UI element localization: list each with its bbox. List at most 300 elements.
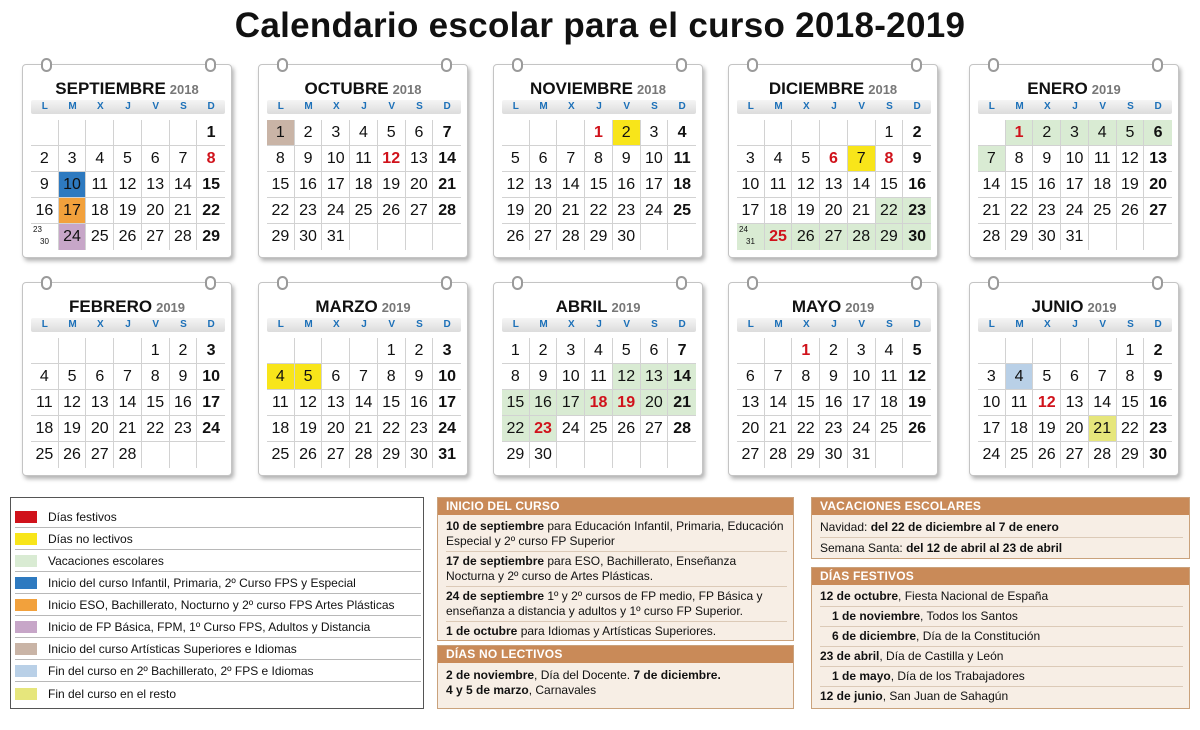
- festivo-text: , Fiesta Nacional de España: [898, 589, 1049, 603]
- day-cell: 31: [322, 224, 350, 250]
- day-cell: 12: [378, 146, 406, 172]
- binder-ring: [676, 276, 687, 290]
- empty-cell: [668, 442, 696, 468]
- weekday-label: J: [1072, 319, 1078, 330]
- empty-cell: [876, 442, 904, 468]
- legend-label: Inicio de FP Básica, FPM, 1º Curso FPS, Adultos y Distancia: [48, 620, 371, 634]
- day-cell: 30: [820, 442, 848, 468]
- day-cell: 19: [613, 390, 641, 416]
- page-title: Calendario escolar para el curso 2018-2019: [234, 6, 966, 45]
- day-cell: 21: [668, 390, 696, 416]
- weekday-label: L: [747, 319, 754, 330]
- festivo-text: , Día de Castilla y León: [879, 649, 1004, 663]
- empty-cell: [765, 120, 793, 146]
- day-cell: 17: [557, 390, 585, 416]
- day-cell: 2: [406, 338, 434, 364]
- binder-ring: [41, 276, 52, 290]
- weekday-label: V: [623, 319, 631, 330]
- day-cell: 18: [350, 172, 378, 198]
- month-title: [970, 79, 1178, 99]
- festivo-text: , Día de los Trabajadores: [890, 669, 1025, 683]
- empty-cell: [295, 338, 323, 364]
- binder-ring: [911, 276, 922, 290]
- month-noviembre: [493, 64, 703, 258]
- day-cell: 13: [641, 364, 669, 390]
- month-name: JUNIO: [1031, 297, 1084, 316]
- festivo-date: 1 de noviembre: [832, 609, 921, 623]
- weekday-label: X: [567, 319, 575, 330]
- legend-item: [15, 683, 421, 704]
- day-cell: 14: [350, 390, 378, 416]
- day-cell: 23: [406, 416, 434, 442]
- weekday-header: [31, 318, 225, 332]
- day-grid: [978, 120, 1172, 250]
- day-cell: 11: [31, 390, 59, 416]
- weekday-label: M: [774, 319, 783, 330]
- day-cell: 10: [1061, 146, 1089, 172]
- legend-label: Inicio ESO, Bachillerato, Nocturno y 2º curso FPS Artes Plásticas: [48, 598, 395, 612]
- day-cell: 18: [86, 198, 114, 224]
- empty-cell: [59, 338, 87, 364]
- weekday-label: X: [332, 101, 340, 112]
- day-cell: 1: [142, 338, 170, 364]
- legend-swatch: [15, 688, 37, 700]
- day-cell: 1: [197, 120, 225, 146]
- day-cell: 8: [585, 146, 613, 172]
- day-cell: 20: [1144, 172, 1172, 198]
- weekday-label: S: [651, 319, 658, 330]
- festivo-item: [820, 607, 1183, 627]
- month-year: 2019: [845, 300, 875, 315]
- empty-cell: [668, 224, 696, 250]
- binder-ring: [747, 276, 758, 290]
- day-cell: 22: [792, 416, 820, 442]
- empty-cell: [142, 120, 170, 146]
- split-day-cell: 23 30: [31, 224, 59, 250]
- weekday-label: J: [361, 101, 367, 112]
- day-cell: 12: [59, 390, 87, 416]
- month-name: ABRIL: [555, 297, 608, 316]
- day-cell: 25: [267, 442, 295, 468]
- day-cell: 3: [1061, 120, 1089, 146]
- weekday-label: V: [152, 101, 160, 112]
- month-title: [494, 297, 702, 317]
- weekday-label: J: [1072, 101, 1078, 112]
- day-cell: 26: [613, 416, 641, 442]
- day-cell: 27: [86, 442, 114, 468]
- empty-cell: [737, 338, 765, 364]
- legend-item: [15, 639, 421, 660]
- day-cell: 17: [322, 172, 350, 198]
- festivo-item: [820, 587, 1183, 607]
- day-grid: [502, 338, 696, 468]
- day-cell: 27: [1061, 442, 1089, 468]
- day-cell: 21: [433, 172, 461, 198]
- legend-label: Días no lectivos: [48, 532, 133, 546]
- day-cell: 14: [668, 364, 696, 390]
- day-cell: 28: [1089, 442, 1117, 468]
- weekday-label: L: [988, 319, 995, 330]
- day-cell: 18: [267, 416, 295, 442]
- festivo-date: 23 de abril: [820, 649, 880, 663]
- day-cell: 12: [295, 390, 323, 416]
- day-cell: 20: [406, 172, 434, 198]
- empty-cell: [641, 442, 669, 468]
- day-cell: 30: [613, 224, 641, 250]
- legend-item: [15, 507, 421, 528]
- binder-ring: [277, 58, 288, 72]
- weekday-label: V: [388, 101, 396, 112]
- day-cell: 7: [848, 146, 876, 172]
- empty-cell: [267, 338, 295, 364]
- inicio-curso-panel: [437, 497, 794, 641]
- weekday-label: J: [361, 319, 367, 330]
- day-cell: 24: [322, 198, 350, 224]
- day-cell: 8: [142, 364, 170, 390]
- day-cell: 11: [585, 364, 613, 390]
- weekday-label: V: [623, 101, 631, 112]
- weekday-label: L: [277, 101, 284, 112]
- day-cell: 10: [737, 172, 765, 198]
- weekday-label: J: [596, 319, 602, 330]
- day-cell: 26: [114, 224, 142, 250]
- day-cell: 1: [1117, 338, 1145, 364]
- weekday-label: S: [651, 101, 658, 112]
- day-cell: 27: [530, 224, 558, 250]
- weekday-label: L: [512, 319, 519, 330]
- day-cell: 12: [1033, 390, 1061, 416]
- festivo-text: , San Juan de Sahagún: [882, 689, 1009, 703]
- day-cell: 6: [406, 120, 434, 146]
- festivo-text: , Todos los Santos: [920, 609, 1018, 623]
- legend-swatch: [15, 665, 37, 677]
- weekday-label: X: [802, 319, 810, 330]
- day-cell: 19: [1033, 416, 1061, 442]
- legend-item: [15, 573, 421, 594]
- day-cell: 10: [322, 146, 350, 172]
- day-cell: 12: [502, 172, 530, 198]
- vacaciones-item: [820, 538, 1183, 558]
- day-cell: 15: [876, 172, 904, 198]
- day-cell: 22: [585, 198, 613, 224]
- empty-cell: [557, 120, 585, 146]
- day-cell: 4: [765, 146, 793, 172]
- month-year: 2019: [611, 300, 641, 315]
- day-cell: 25: [1089, 198, 1117, 224]
- day-cell: 11: [668, 146, 696, 172]
- day-cell: 16: [613, 172, 641, 198]
- inicio-date: 10 de septiembre: [446, 519, 545, 533]
- day-cell: 18: [668, 172, 696, 198]
- weekday-label: S: [886, 319, 893, 330]
- day-cell: 19: [502, 198, 530, 224]
- day-cell: 19: [903, 390, 931, 416]
- day-cell: 14: [170, 172, 198, 198]
- day-cell: 26: [378, 198, 406, 224]
- day-cell: 27: [737, 442, 765, 468]
- binder-ring: [441, 276, 452, 290]
- weekday-label: D: [913, 319, 921, 330]
- day-cell: 21: [114, 416, 142, 442]
- empty-cell: [114, 338, 142, 364]
- day-cell: 3: [737, 146, 765, 172]
- day-cell: 18: [876, 390, 904, 416]
- day-cell: 5: [1033, 364, 1061, 390]
- empty-cell: [142, 442, 170, 468]
- day-cell: 8: [1117, 364, 1145, 390]
- day-cell: 17: [197, 390, 225, 416]
- day-cell: 8: [197, 146, 225, 172]
- empty-cell: [848, 120, 876, 146]
- day-cell: 27: [1144, 198, 1172, 224]
- day-grid: [31, 338, 225, 468]
- weekday-label: M: [68, 319, 77, 330]
- day-cell: 4: [350, 120, 378, 146]
- day-cell: 12: [114, 172, 142, 198]
- day-cell: 27: [142, 224, 170, 250]
- day-cell: 5: [792, 146, 820, 172]
- day-cell: 20: [737, 416, 765, 442]
- day-cell: 6: [86, 364, 114, 390]
- day-cell: 30: [530, 442, 558, 468]
- empty-cell: [114, 120, 142, 146]
- festivo-date: 12 de junio: [820, 689, 883, 703]
- day-cell: 5: [378, 120, 406, 146]
- day-cell: 10: [197, 364, 225, 390]
- day-cell: 14: [114, 390, 142, 416]
- empty-cell: [1089, 224, 1117, 250]
- day-cell: 25: [765, 224, 793, 250]
- day-cell: 8: [876, 146, 904, 172]
- weekday-label: J: [831, 319, 837, 330]
- weekday-label: M: [1015, 319, 1024, 330]
- day-cell: 21: [978, 198, 1006, 224]
- empty-cell: [170, 442, 198, 468]
- festivo-item: [820, 627, 1183, 647]
- day-cell: 24: [59, 224, 87, 250]
- day-cell: 15: [1117, 390, 1145, 416]
- empty-cell: [197, 442, 225, 468]
- month-enero: [969, 64, 1179, 258]
- day-cell: 7: [170, 146, 198, 172]
- weekday-label: L: [988, 101, 995, 112]
- day-cell: 26: [1117, 198, 1145, 224]
- month-name: ENERO: [1027, 79, 1088, 98]
- weekday-label: D: [1154, 101, 1162, 112]
- day-cell: 10: [848, 364, 876, 390]
- day-cell: 19: [114, 198, 142, 224]
- day-cell: 14: [557, 172, 585, 198]
- day-cell: 26: [295, 442, 323, 468]
- day-cell: 21: [557, 198, 585, 224]
- weekday-label: D: [913, 101, 921, 112]
- empty-cell: [765, 338, 793, 364]
- weekday-label: X: [567, 101, 575, 112]
- day-cell: 22: [1117, 416, 1145, 442]
- legend-label: Fin del curso en el resto: [48, 686, 177, 701]
- weekday-label: M: [539, 319, 548, 330]
- empty-cell: [1089, 338, 1117, 364]
- day-grid: [737, 338, 931, 468]
- day-cell: 28: [848, 224, 876, 250]
- day-cell: 22: [502, 416, 530, 442]
- month-septiembre: [22, 64, 232, 258]
- day-cell: 15: [142, 390, 170, 416]
- day-cell: 11: [876, 364, 904, 390]
- weekday-header: [31, 100, 225, 114]
- weekday-label: M: [304, 319, 313, 330]
- day-cell: 22: [876, 198, 904, 224]
- day-cell: 1: [378, 338, 406, 364]
- weekday-header: [502, 100, 696, 114]
- day-cell: 23: [295, 198, 323, 224]
- day-cell: 1: [502, 338, 530, 364]
- day-cell: 25: [876, 416, 904, 442]
- day-cell: 1: [267, 120, 295, 146]
- no-lectivos-date-c: 4 y 5 de marzo: [446, 683, 529, 697]
- day-cell: 5: [613, 338, 641, 364]
- month-name: MAYO: [791, 297, 842, 316]
- binder-ring: [441, 58, 452, 72]
- weekday-label: V: [152, 319, 160, 330]
- day-cell: 16: [406, 390, 434, 416]
- day-cell: 7: [668, 338, 696, 364]
- weekday-label: J: [125, 101, 131, 112]
- day-cell: 31: [438, 446, 457, 463]
- day-cell: 15: [502, 390, 530, 416]
- day-cell: 19: [378, 172, 406, 198]
- day-cell: 9: [295, 146, 323, 172]
- day-cell: 7: [765, 364, 793, 390]
- day-cell: 23: [1033, 198, 1061, 224]
- vacaciones-item: [820, 517, 1183, 538]
- day-cell: 17: [978, 416, 1006, 442]
- day-cell: 13: [322, 390, 350, 416]
- day-cell: 18: [585, 390, 613, 416]
- day-cell: 14: [765, 390, 793, 416]
- legend-swatch: [15, 621, 37, 633]
- vacaciones-label: Navidad:: [820, 520, 871, 534]
- month-year: 2019: [1087, 300, 1117, 315]
- day-cell: 5: [59, 364, 87, 390]
- day-cell: 29: [502, 442, 530, 468]
- day-cell: 18: [1089, 172, 1117, 198]
- weekday-label: D: [678, 319, 686, 330]
- month-year: 2019: [156, 300, 186, 315]
- weekday-label: X: [96, 101, 104, 112]
- weekday-label: X: [1043, 101, 1051, 112]
- weekday-header: [267, 100, 461, 114]
- day-cell: 13: [530, 172, 558, 198]
- day-cell: 9: [1033, 146, 1061, 172]
- day-cell: 9: [613, 146, 641, 172]
- day-grid: [502, 120, 696, 250]
- day-cell: 20: [1061, 416, 1089, 442]
- day-cell: 28: [170, 224, 198, 250]
- weekday-label: V: [1099, 319, 1107, 330]
- day-cell: 4: [267, 364, 295, 390]
- day-cell: 24: [433, 416, 461, 442]
- weekday-label: S: [1127, 319, 1134, 330]
- legend-swatch: [15, 643, 37, 655]
- empty-cell: [978, 338, 1006, 364]
- empty-cell: [792, 120, 820, 146]
- empty-cell: [1061, 338, 1089, 364]
- month-year: 2019: [1091, 82, 1121, 97]
- weekday-label: L: [747, 101, 754, 112]
- day-cell: 7: [557, 146, 585, 172]
- day-cell: 27: [322, 442, 350, 468]
- day-cell: 9: [31, 172, 59, 198]
- day-cell: 12: [1117, 146, 1145, 172]
- day-cell: 16: [1144, 390, 1172, 416]
- festivo-item: [820, 647, 1183, 667]
- day-cell: 16: [31, 198, 59, 224]
- weekday-label: D: [678, 101, 686, 112]
- no-lectivos-panel: [437, 645, 794, 709]
- binder-ring: [41, 58, 52, 72]
- day-cell: 13: [86, 390, 114, 416]
- day-grid: [978, 338, 1172, 468]
- day-cell: 26: [502, 224, 530, 250]
- inicio-item: [446, 587, 787, 622]
- inicio-item: [446, 622, 787, 641]
- day-grid: [31, 120, 225, 250]
- day-cell: 26: [59, 442, 87, 468]
- day-cell: 7: [433, 120, 461, 146]
- day-cell: 25: [668, 198, 696, 224]
- day-cell: 21: [350, 416, 378, 442]
- day-cell: 20: [641, 390, 669, 416]
- day-cell: 10: [557, 364, 585, 390]
- day-cell: 13: [737, 390, 765, 416]
- empty-cell: [1117, 224, 1145, 250]
- inicio-date: 1 de octubre: [446, 624, 518, 638]
- day-cell: 30: [1033, 224, 1061, 250]
- month-abril: [493, 282, 703, 476]
- vacaciones-heading: VACACIONES ESCOLARES: [812, 498, 1189, 515]
- month-name: FEBRERO: [68, 297, 153, 316]
- festivos-panel: [811, 567, 1190, 709]
- month-year: 2018: [169, 82, 199, 97]
- weekday-label: V: [858, 319, 866, 330]
- day-cell: 26: [1033, 442, 1061, 468]
- day-cell: 11: [1089, 146, 1117, 172]
- month-year: 2018: [392, 82, 422, 97]
- day-cell: 2: [903, 120, 931, 146]
- month-mayo: [728, 282, 938, 476]
- empty-cell: [613, 442, 641, 468]
- month-title: [259, 297, 467, 317]
- day-cell: 20: [86, 416, 114, 442]
- day-cell: 25: [31, 442, 59, 468]
- binder-ring: [1152, 276, 1163, 290]
- day-cell: 3: [848, 338, 876, 364]
- weekday-label: M: [304, 101, 313, 112]
- empty-cell: [31, 338, 59, 364]
- day-cell: 5: [1117, 120, 1145, 146]
- day-grid: [737, 120, 931, 250]
- day-cell: 2: [295, 120, 323, 146]
- day-cell: 17: [641, 172, 669, 198]
- day-cell: 30: [295, 224, 323, 250]
- vacaciones-panel: [811, 497, 1190, 559]
- day-cell: 29: [876, 224, 904, 250]
- day-cell: 7: [114, 364, 142, 390]
- day-cell: 8: [267, 146, 295, 172]
- day-cell: 23: [530, 416, 558, 442]
- binder-ring: [911, 58, 922, 72]
